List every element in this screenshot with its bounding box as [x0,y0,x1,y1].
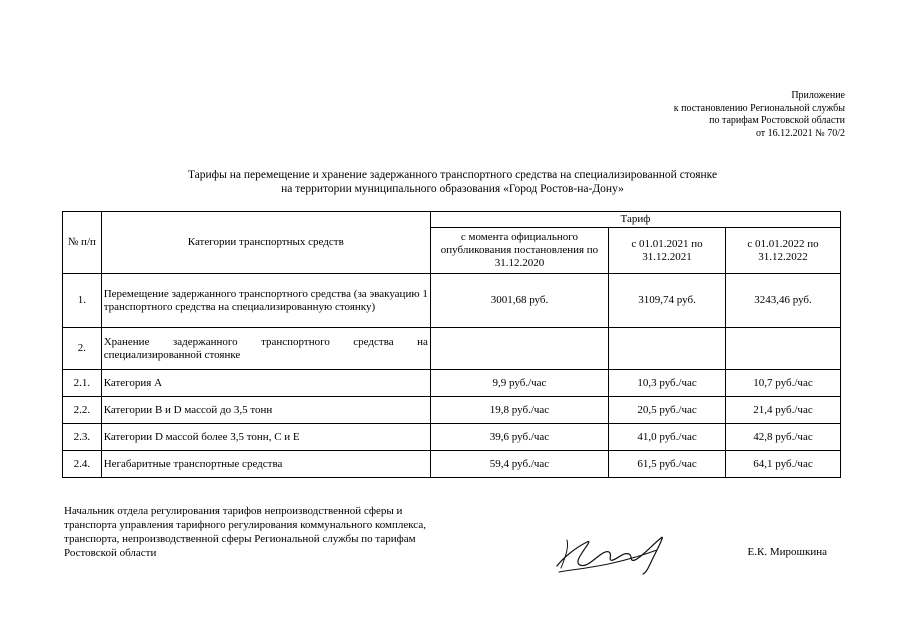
row-tariff-period-2: 20,5 руб./час [609,397,726,424]
header-category: Категории транспортных средств [101,212,430,274]
row-num: 2.1. [63,370,102,397]
header-num: № п/п [63,212,102,274]
appendix-line: от 16.12.2021 № 70/2 [755,127,845,139]
title-line-2: на территории муниципального образования «Город Ростов-на-Дону» [281,183,624,195]
title-line-1: Тарифы на перемещение и хранение задержанного транспортного средства на специализированной стоянке [187,169,718,181]
row-tariff-period-1: 9,9 руб./час [430,370,608,397]
row-tariff-period-1: 59,4 руб./час [430,451,608,478]
appendix-line: по тарифам Ростовской области [709,115,845,126]
row-tariff-period-1: 39,6 руб./час [430,424,608,451]
row-tariff-period-1: 3001,68 руб. [430,274,608,328]
appendix-line: к постановлению Региональной службы [673,102,845,114]
table-header-row [63,212,841,228]
row-category: Перемещение задержанного транспортного средства (за эвакуацию 1 транспортного средства на специализированную стоянку) [101,274,430,328]
signer-position-line: Ростовской области [64,547,157,559]
row-tariff-period-2: 10,3 руб./час [609,370,726,397]
row-tariff-period-3 [726,328,841,370]
signer-position [64,504,534,560]
row-tariff-period-1: 19,8 руб./час [430,397,608,424]
row-category: Негабаритные транспортные средства [101,451,430,478]
header-period-3: с 01.01.2022 по 31.12.2022 [726,228,841,274]
header-period-2: с 01.01.2021 по 31.12.2021 [609,228,726,274]
tariff-table [62,211,841,478]
row-category: Категория А [101,370,430,397]
row-tariff-period-3: 3243,46 руб. [726,274,841,328]
row-tariff-period-3: 64,1 руб./час [726,451,841,478]
appendix-line: Приложение [791,90,845,101]
row-tariff-period-2: 41,0 руб./час [609,424,726,451]
row-category: Категории D массой более 3,5 тонн, С и Е [101,424,430,451]
row-category: Хранение задержанного транспортного средства на специализированной стоянке [101,328,430,370]
table-row [63,451,841,478]
table-row [63,424,841,451]
appendix-block [585,90,845,140]
header-tariff: Тариф [430,212,840,228]
row-num: 2.3. [63,424,102,451]
document-title [0,168,905,196]
table-row [63,370,841,397]
row-tariff-period-2: 3109,74 руб. [609,274,726,328]
signer-position-line: транспорта, непроизводственной сферы Региональной службы по тарифам [64,533,416,545]
table-row [63,328,841,370]
header-period-1: с момента официального опубликования постановления по 31.12.2020 [430,228,608,274]
row-num: 2.4. [63,451,102,478]
row-num: 1. [63,274,102,328]
row-num: 2.2. [63,397,102,424]
signer-position-line: Начальник отдела регулирования тарифов непроизводственной сферы и [64,505,403,517]
signer-name: Е.К. Мирошкина [747,546,827,558]
row-tariff-period-3: 10,7 руб./час [726,370,841,397]
row-tariff-period-2: 61,5 руб./час [609,451,726,478]
row-tariff-period-1 [430,328,608,370]
row-num: 2. [63,328,102,370]
row-tariff-period-2 [609,328,726,370]
table-row [63,274,841,328]
handwritten-signature [553,528,673,578]
row-tariff-period-3: 42,8 руб./час [726,424,841,451]
row-category: Категории В и D массой до 3,5 тонн [101,397,430,424]
row-tariff-period-3: 21,4 руб./час [726,397,841,424]
table-row [63,397,841,424]
signer-position-line: транспорта управления тарифного регулирования коммунального комплекса, [64,519,426,531]
